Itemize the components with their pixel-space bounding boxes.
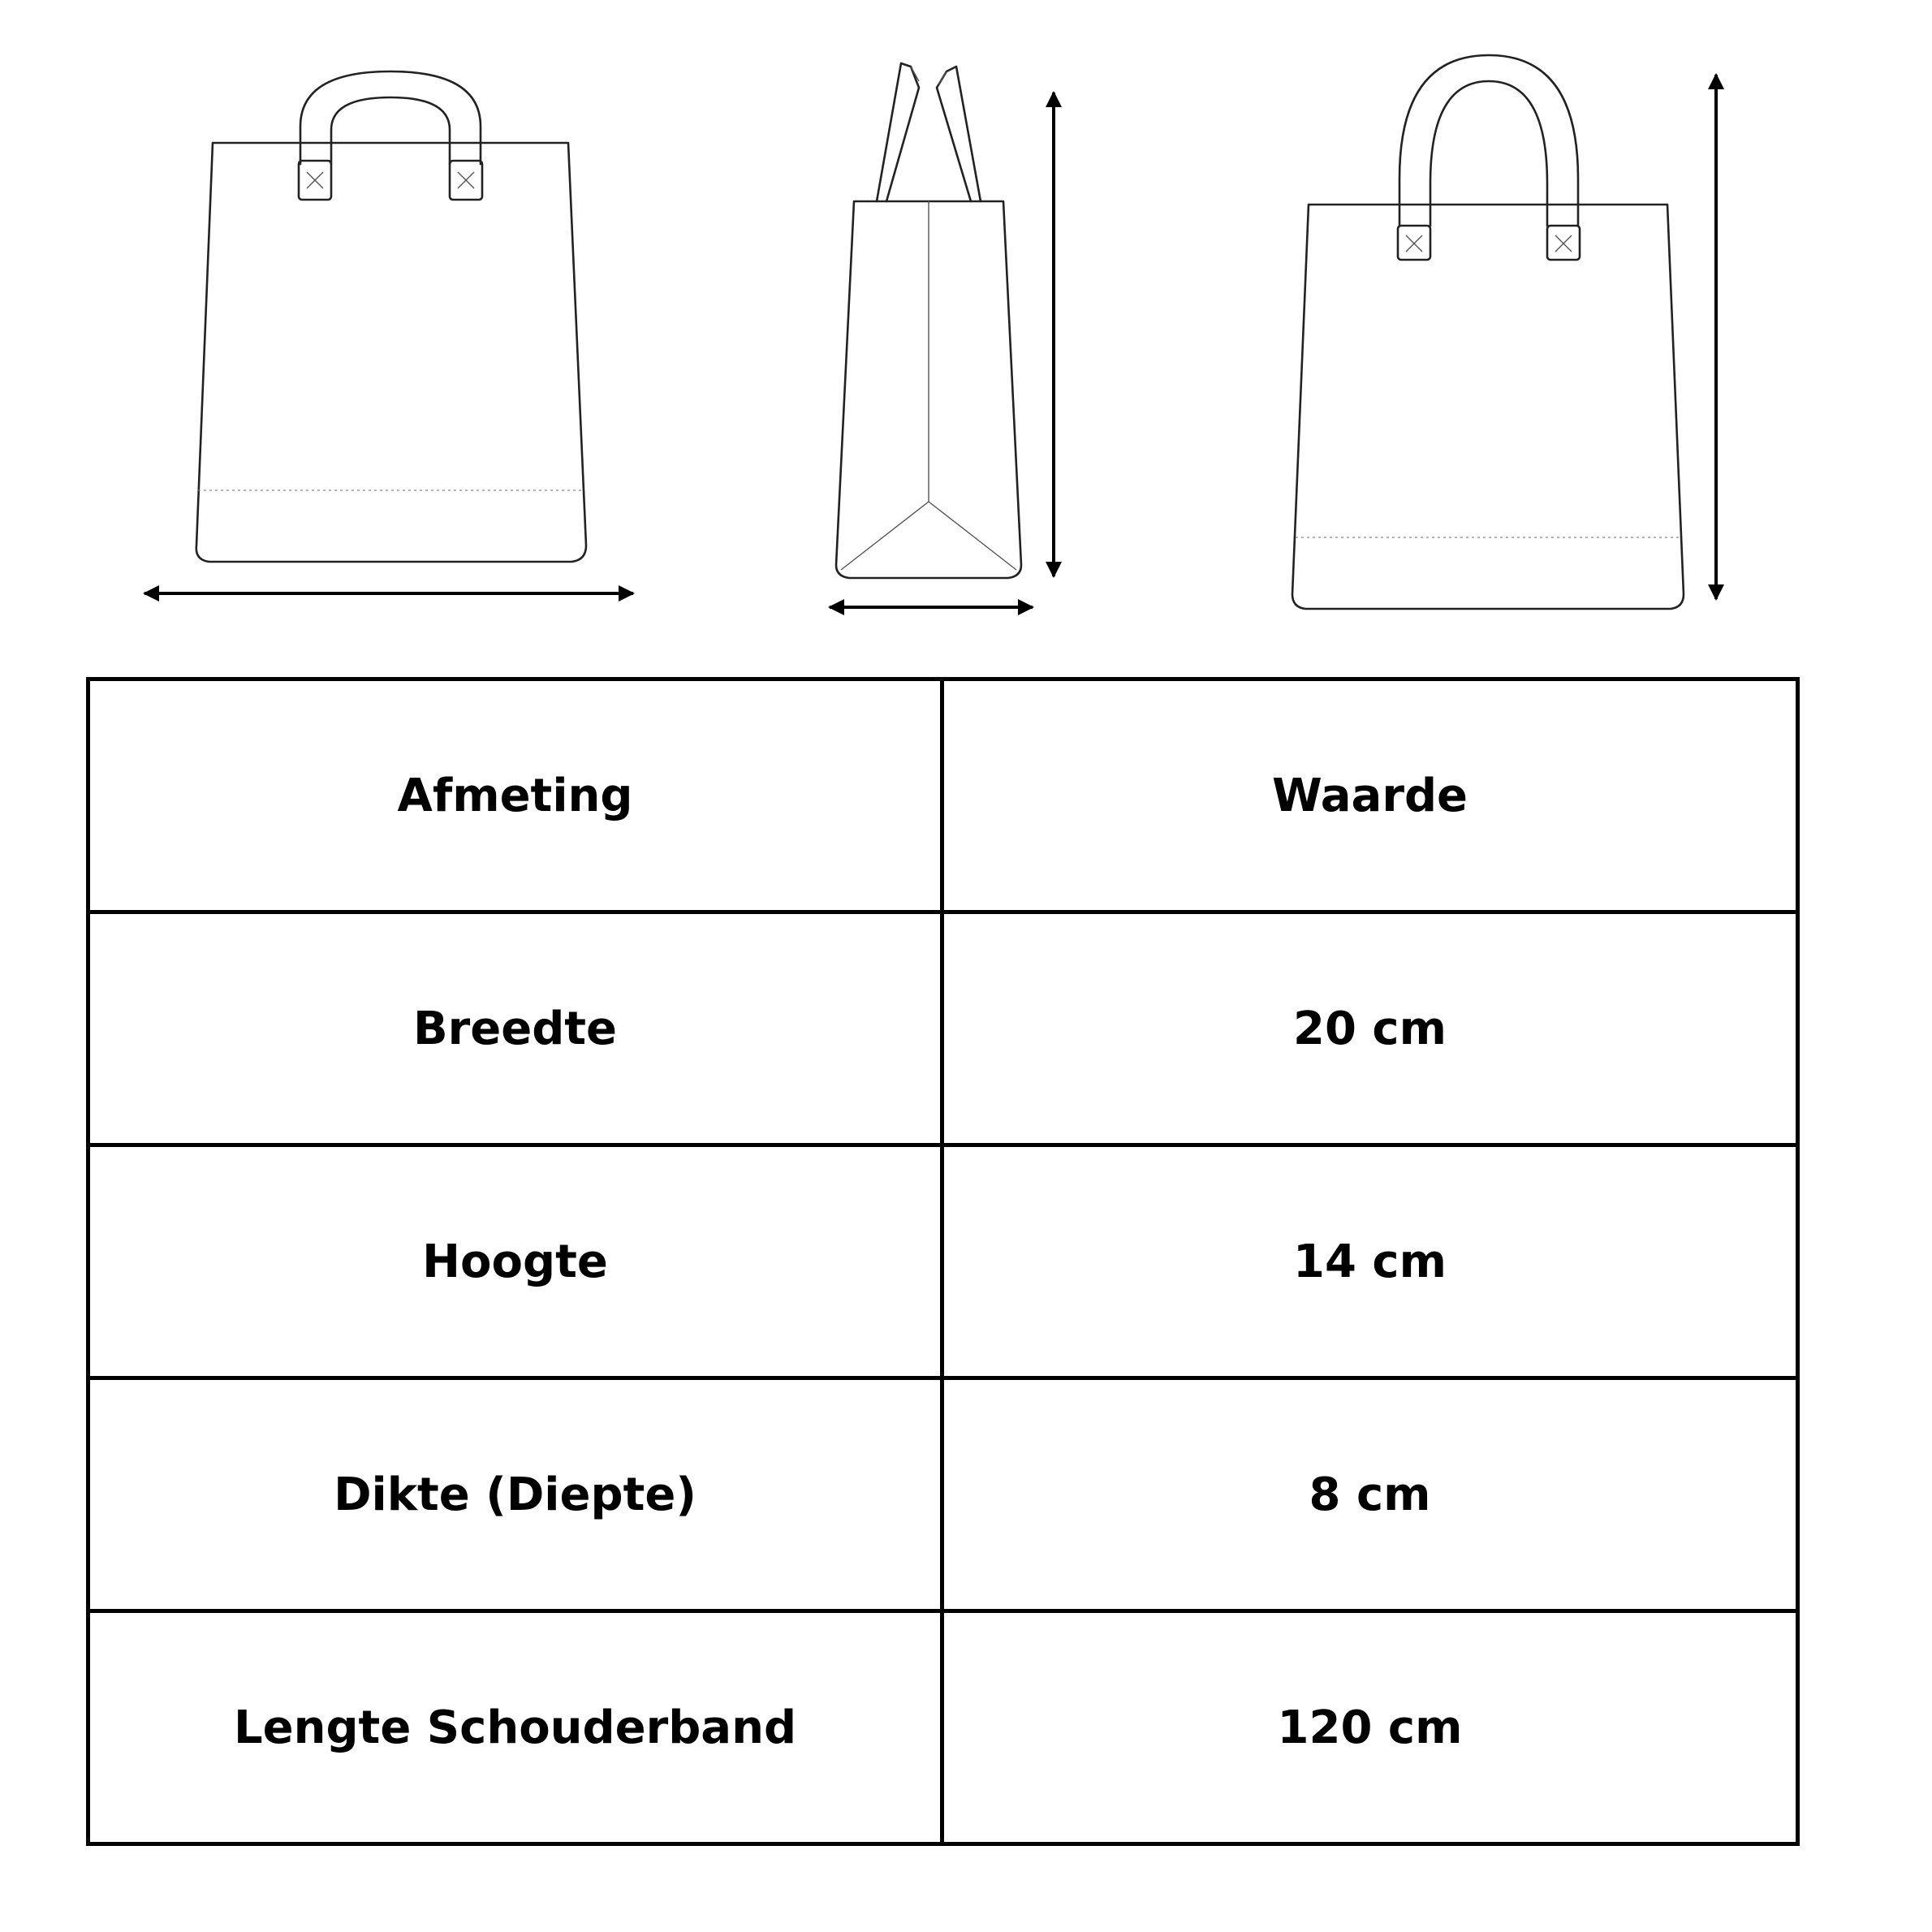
table-header-row	[88, 679, 1798, 912]
row-value: 20 cm	[942, 912, 1798, 1145]
row-value: 14 cm	[942, 1145, 1798, 1378]
side-view-bag	[836, 63, 1021, 578]
table-row	[88, 1145, 1798, 1378]
strap-view-bag	[1292, 55, 1684, 609]
bag-dimension-diagram	[0, 0, 1932, 649]
table-row	[88, 1611, 1798, 1844]
table-row	[88, 1378, 1798, 1611]
front-view-bag	[196, 71, 586, 562]
row-measurement: Breedte	[88, 912, 942, 1145]
table-row	[88, 912, 1798, 1145]
row-value: 8 cm	[942, 1378, 1798, 1611]
row-measurement: Dikte (Diepte)	[88, 1378, 942, 1611]
dimensions-table	[86, 677, 1800, 1846]
header-measurement: Afmeting	[88, 679, 942, 912]
row-measurement: Lengte Schouderband	[88, 1611, 942, 1844]
header-value: Waarde	[942, 679, 1798, 912]
row-value: 120 cm	[942, 1611, 1798, 1844]
row-measurement: Hoogte	[88, 1145, 942, 1378]
